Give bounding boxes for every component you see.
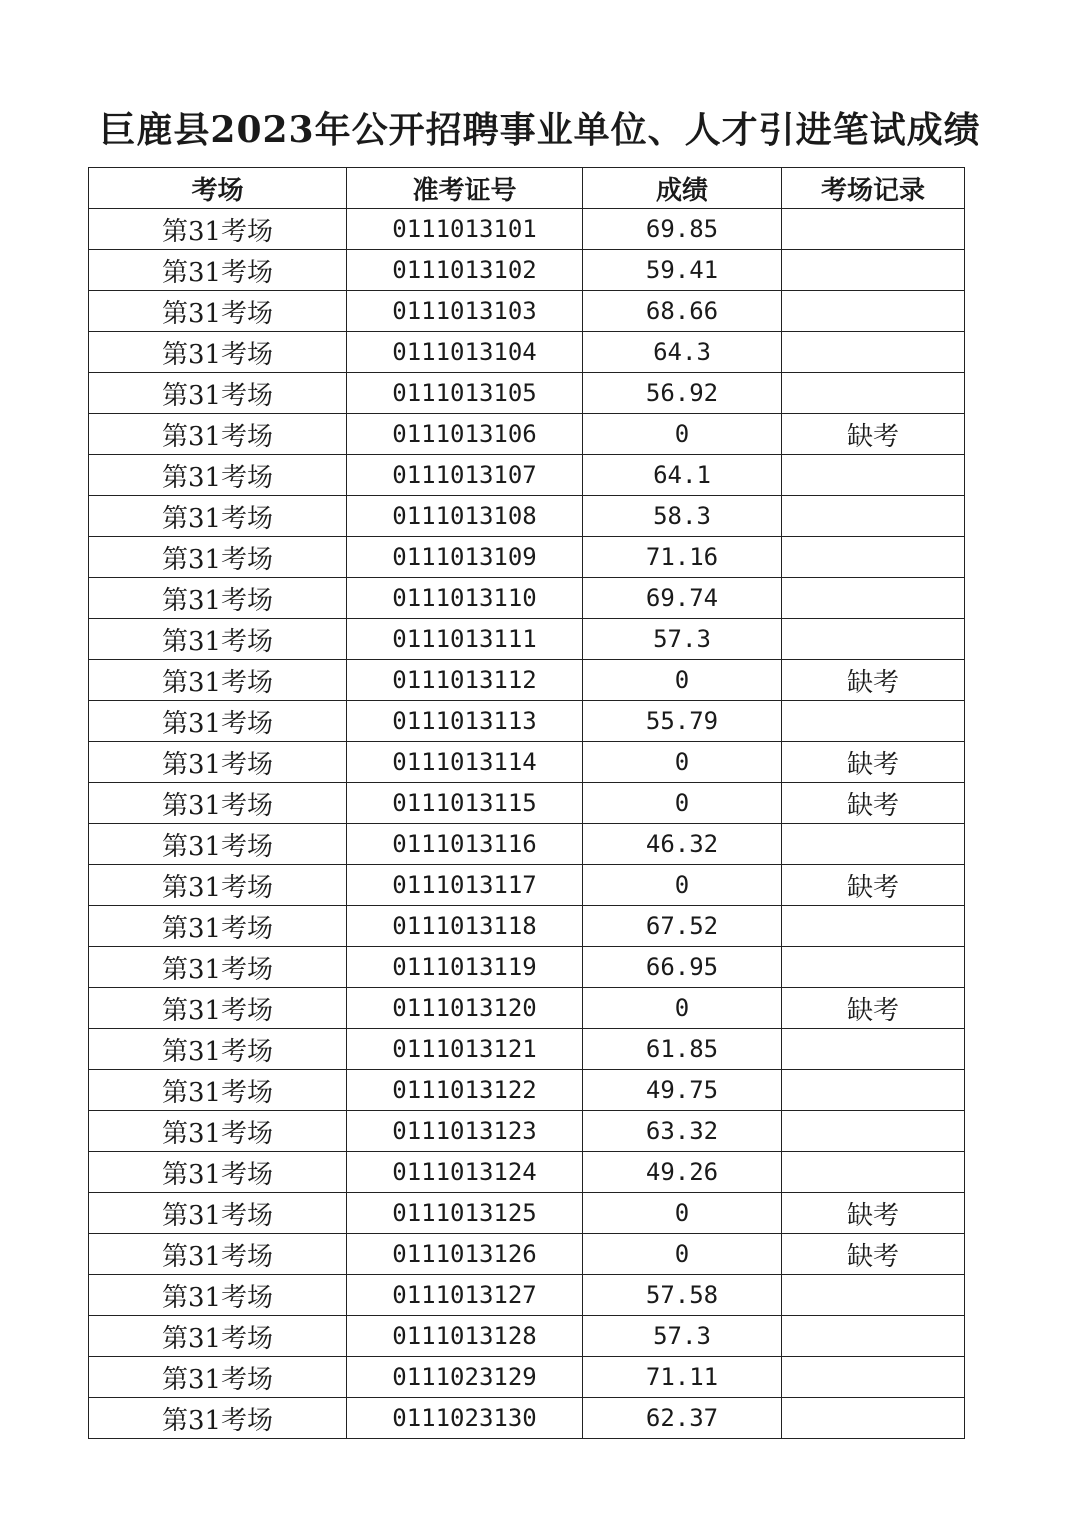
cell-exam-record [782,1029,965,1070]
cell-exam-room: 第31考场 [89,1111,347,1152]
cell-admission-number: 0111013104 [347,332,583,373]
table-row [89,537,965,578]
cell-admission-number: 0111013109 [347,537,583,578]
cell-admission-number: 0111013119 [347,947,583,988]
cell-exam-room: 第31考场 [89,1234,347,1275]
table-row [89,1070,965,1111]
cell-exam-room: 第31考场 [89,1275,347,1316]
cell-score: 67.52 [583,906,782,947]
cell-exam-room: 第31考场 [89,947,347,988]
cell-exam-room: 第31考场 [89,455,347,496]
cell-exam-room: 第31考场 [89,619,347,660]
cell-exam-room: 第31考场 [89,1070,347,1111]
cell-admission-number: 0111013105 [347,373,583,414]
cell-score: 66.95 [583,947,782,988]
cell-exam-room: 第31考场 [89,496,347,537]
cell-score: 0 [583,865,782,906]
table-row [89,865,965,906]
cell-exam-record: 缺考 [782,414,965,455]
cell-exam-room: 第31考场 [89,332,347,373]
table-row [89,988,965,1029]
table-row [89,1152,965,1193]
table-row [89,578,965,619]
cell-admission-number: 0111013116 [347,824,583,865]
cell-score: 59.41 [583,250,782,291]
cell-score: 0 [583,414,782,455]
cell-admission-number: 0111013122 [347,1070,583,1111]
cell-admission-number: 0111013112 [347,660,583,701]
table-row [89,906,965,947]
header-exam-room: 考场 [89,168,347,209]
table-row [89,1111,965,1152]
cell-exam-room: 第31考场 [89,537,347,578]
cell-score: 64.1 [583,455,782,496]
table-row [89,1275,965,1316]
cell-exam-record [782,1111,965,1152]
cell-exam-record [782,824,965,865]
cell-exam-room: 第31考场 [89,701,347,742]
cell-exam-record [782,619,965,660]
cell-score: 61.85 [583,1029,782,1070]
table-row [89,1193,965,1234]
cell-score: 0 [583,783,782,824]
cell-score: 63.32 [583,1111,782,1152]
cell-admission-number: 0111013127 [347,1275,583,1316]
cell-admission-number: 0111013113 [347,701,583,742]
table-header [89,168,965,209]
table-row [89,250,965,291]
cell-score: 71.11 [583,1357,782,1398]
cell-score: 62.37 [583,1398,782,1439]
cell-exam-record: 缺考 [782,783,965,824]
cell-admission-number: 0111013123 [347,1111,583,1152]
cell-exam-room: 第31考场 [89,1193,347,1234]
cell-exam-room: 第31考场 [89,1152,347,1193]
cell-exam-record: 缺考 [782,660,965,701]
cell-exam-room: 第31考场 [89,988,347,1029]
cell-exam-room: 第31考场 [89,1316,347,1357]
cell-exam-room: 第31考场 [89,373,347,414]
cell-admission-number: 0111013117 [347,865,583,906]
cell-exam-record [782,332,965,373]
cell-exam-record: 缺考 [782,865,965,906]
header-score: 成绩 [583,168,782,209]
cell-admission-number: 0111013107 [347,455,583,496]
cell-score: 55.79 [583,701,782,742]
table-body [89,209,965,1439]
cell-score: 69.85 [583,209,782,250]
cell-exam-record [782,1357,965,1398]
cell-exam-record [782,496,965,537]
cell-admission-number: 0111013121 [347,1029,583,1070]
cell-admission-number: 0111013108 [347,496,583,537]
cell-exam-room: 第31考场 [89,1029,347,1070]
cell-admission-number: 0111013120 [347,988,583,1029]
cell-exam-record: 缺考 [782,1193,965,1234]
cell-exam-record [782,537,965,578]
table-row [89,619,965,660]
cell-exam-room: 第31考场 [89,209,347,250]
cell-score: 0 [583,1234,782,1275]
cell-admission-number: 0111013106 [347,414,583,455]
cell-exam-record [782,373,965,414]
document-title: 巨鹿县2023年公开招聘事业单位、人才引进笔试成绩 [99,109,981,151]
cell-exam-room: 第31考场 [89,414,347,455]
cell-exam-room: 第31考场 [89,1398,347,1439]
table-row [89,824,965,865]
table-row [89,1316,965,1357]
cell-admission-number: 0111023129 [347,1357,583,1398]
cell-exam-room: 第31考场 [89,824,347,865]
cell-exam-record [782,291,965,332]
table-row [89,496,965,537]
table-row [89,660,965,701]
cell-exam-room: 第31考场 [89,1357,347,1398]
table-row [89,947,965,988]
cell-exam-record [782,906,965,947]
cell-exam-record [782,1316,965,1357]
cell-exam-record: 缺考 [782,742,965,783]
score-table [88,167,965,1439]
cell-score: 68.66 [583,291,782,332]
table-row [89,414,965,455]
header-exam-record: 考场记录 [782,168,965,209]
table-row [89,1357,965,1398]
cell-score: 57.58 [583,1275,782,1316]
cell-exam-record [782,1070,965,1111]
cell-exam-room: 第31考场 [89,660,347,701]
table-row [89,783,965,824]
cell-score: 0 [583,988,782,1029]
cell-score: 57.3 [583,619,782,660]
cell-score: 58.3 [583,496,782,537]
cell-admission-number: 0111013103 [347,291,583,332]
table-row [89,742,965,783]
cell-exam-record [782,578,965,619]
cell-exam-record: 缺考 [782,1234,965,1275]
cell-score: 0 [583,742,782,783]
cell-admission-number: 0111013110 [347,578,583,619]
cell-exam-record [782,1398,965,1439]
cell-score: 49.75 [583,1070,782,1111]
cell-admission-number: 0111013111 [347,619,583,660]
table-row [89,291,965,332]
cell-exam-record [782,209,965,250]
cell-exam-room: 第31考场 [89,865,347,906]
cell-exam-room: 第31考场 [89,291,347,332]
cell-score: 0 [583,660,782,701]
cell-exam-room: 第31考场 [89,783,347,824]
cell-admission-number: 0111013115 [347,783,583,824]
cell-score: 46.32 [583,824,782,865]
cell-admission-number: 0111013128 [347,1316,583,1357]
table-row [89,373,965,414]
header-row [89,168,965,209]
cell-exam-room: 第31考场 [89,578,347,619]
cell-admission-number: 0111013118 [347,906,583,947]
table-row [89,1029,965,1070]
cell-exam-room: 第31考场 [89,906,347,947]
table-row [89,332,965,373]
table-row [89,1234,965,1275]
cell-exam-record [782,455,965,496]
header-admission-number: 准考证号 [347,168,583,209]
cell-exam-room: 第31考场 [89,742,347,783]
cell-score: 57.3 [583,1316,782,1357]
cell-admission-number: 0111013102 [347,250,583,291]
cell-score: 69.74 [583,578,782,619]
cell-admission-number: 0111013126 [347,1234,583,1275]
cell-exam-record [782,1275,965,1316]
table-row [89,1398,965,1439]
cell-exam-record: 缺考 [782,988,965,1029]
cell-exam-room: 第31考场 [89,250,347,291]
table-row [89,455,965,496]
table-row [89,209,965,250]
cell-exam-record [782,250,965,291]
cell-score: 71.16 [583,537,782,578]
table-row [89,701,965,742]
cell-admission-number: 0111013125 [347,1193,583,1234]
cell-score: 64.3 [583,332,782,373]
cell-exam-record [782,947,965,988]
cell-score: 49.26 [583,1152,782,1193]
cell-score: 56.92 [583,373,782,414]
cell-admission-number: 0111013101 [347,209,583,250]
cell-exam-record [782,1152,965,1193]
cell-admission-number: 0111013124 [347,1152,583,1193]
cell-exam-record [782,701,965,742]
cell-score: 0 [583,1193,782,1234]
cell-admission-number: 0111023130 [347,1398,583,1439]
cell-admission-number: 0111013114 [347,742,583,783]
